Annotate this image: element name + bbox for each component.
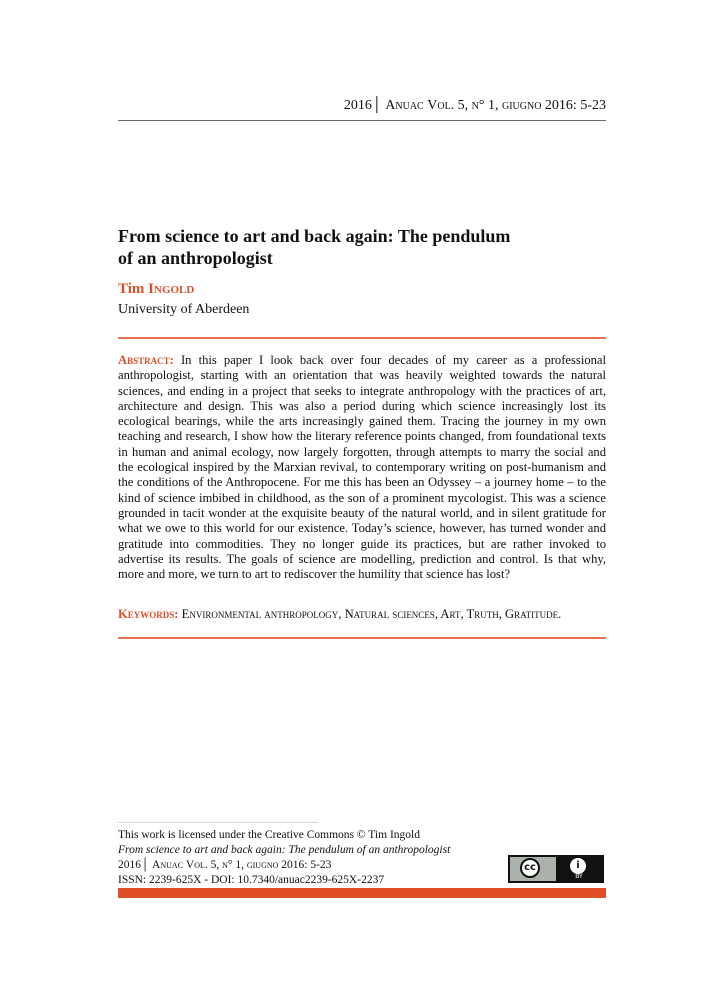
footer-separator: │ <box>141 859 153 871</box>
footer-volume-line <box>118 858 458 873</box>
article-title <box>118 225 606 269</box>
keywords-label: Keywords: <box>118 607 179 621</box>
header-journal: Anuac <box>385 98 424 113</box>
abstract-top-rule <box>118 337 606 339</box>
header-volume: Vol. 5, n° 1, giugno 2016: 5-23 <box>427 98 606 113</box>
footer-volume: Vol. 5, n° 1, giugno 2016: 5-23 <box>185 859 332 871</box>
footer-citation-title: From science to art and back again: The pendulum of an anthropologist <box>118 844 451 856</box>
running-header <box>118 98 606 114</box>
author-affiliation: University of Aberdeen <box>118 302 250 317</box>
abstract-label: Abstract: <box>118 353 174 367</box>
footer-license-line: This work is licensed under the Creative Commons © Tim Ingold <box>118 829 420 841</box>
footnote-rule <box>118 822 318 823</box>
title-line-1: From science to art and back again: The pendulum <box>118 226 511 246</box>
abstract-block <box>118 353 606 582</box>
keywords-text: Environmental anthropology, Natural sciences, Art, Truth, Gratitude. <box>181 607 562 621</box>
header-rule <box>118 120 606 121</box>
cc-by-license-badge[interactable] <box>508 855 604 883</box>
footer-journal: Anuac <box>152 859 184 871</box>
footer-accent-bar <box>118 888 606 898</box>
attribution-icon: i <box>570 858 586 874</box>
header-year: 2016 <box>343 98 372 113</box>
footer-citation <box>118 828 458 888</box>
keywords-block <box>118 607 606 622</box>
title-line-2: of an anthropologist <box>118 248 273 268</box>
header-separator: │ <box>371 98 386 113</box>
author-name <box>118 281 194 298</box>
abstract-text: In this paper I look back over four decades of my career as a professional anthropologist, starting with an orientation that was heavily weighted towards the natural sciences, and ending in a project that seeks to integrate anthropology with the practices of art, architecture and design. This was also a period during which science increasingly lost its ecological bearings, while the arts increasingly gained them. Tracing the journey in my own teaching and research, I show how the literary reference points changed, from foundational texts in human and animal ecology, now largely forgotten, through attempts to marry the social and the ecological inspired by the Marxian revival, to contemporary writing on post-humanism and the conditions of the Anthropocene. For me this has been an Odyssey – a journey home – to the kind of science imbibed in childhood, as the son of a prominent mycologist. This was a science grounded in tacit wonder at the exquisite beauty of the natural world, and in silent gratitude for what we owe to this world for our existence. Today’s science, however, has turned wonder and gratitude into commodities. They no longer guide its practices, but are rather invoked to advertise its results. The goals of science are modelling, prediction and control. Is that why, more and more, we turn to art to rediscover the humility that science has lost? <box>118 353 606 582</box>
by-segment <box>556 857 602 881</box>
footer-issn-doi: ISSN: 2239-625X - DOI: 10.7340/anuac2239-625X-2237 <box>118 874 385 886</box>
footer-year: 2016 <box>118 859 141 871</box>
keywords-bottom-rule <box>118 637 606 639</box>
author-last-name: Ingold <box>148 281 195 297</box>
author-first-name: Tim <box>118 281 145 297</box>
cc-icon: cc <box>520 858 540 878</box>
by-label: BY <box>575 873 583 880</box>
cc-segment <box>510 857 556 881</box>
